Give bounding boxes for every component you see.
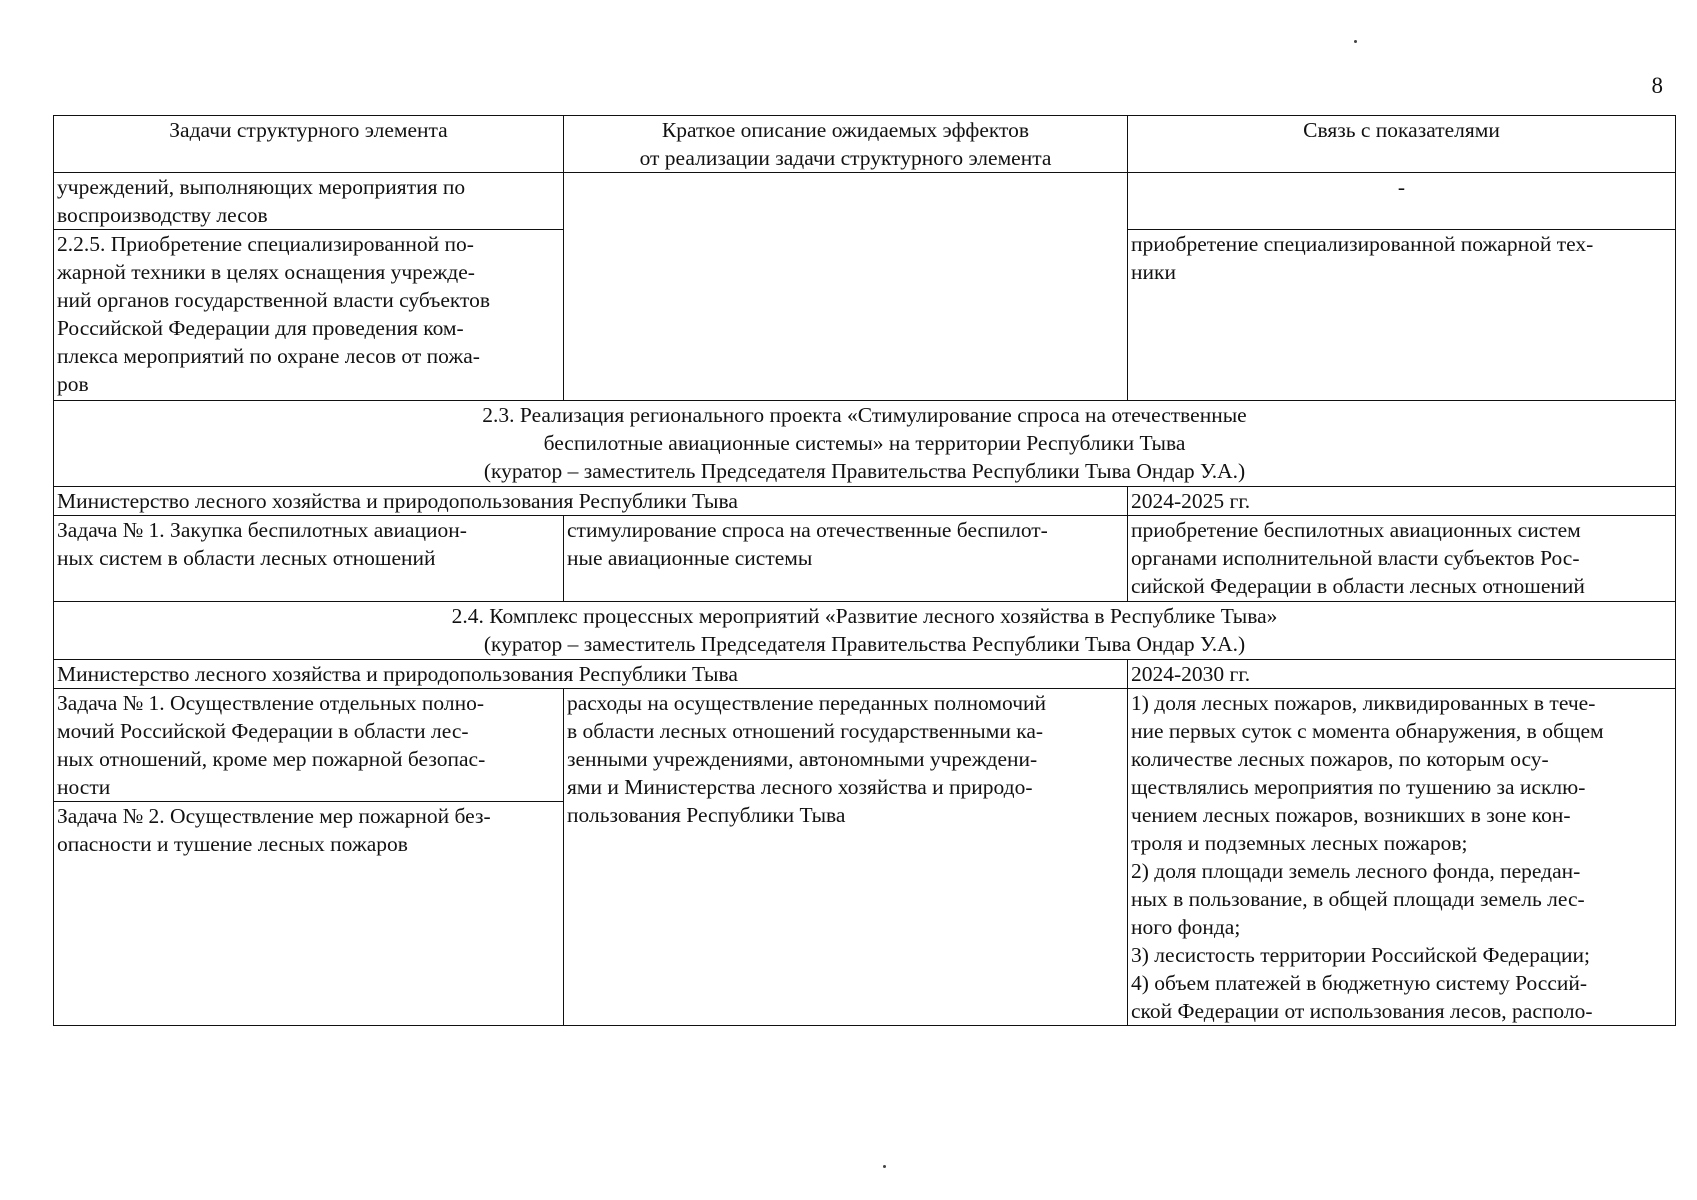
effect-empty-cell <box>564 173 1128 401</box>
header-indicators: Связь с показателями <box>1128 116 1676 173</box>
indicator-2-2-5: приобретение специализированной пожарной тех- ники <box>1128 230 1676 401</box>
table-row <box>54 516 1676 602</box>
indicator-2-3-1: приобретение беспилотных авиационных систем органами исполнительной власти субъектов Рос- сийской Федерации в области лесных отношений <box>1128 516 1676 602</box>
effect-2-3-1: стимулирование спроса на отечественные беспилот- ные авиационные системы <box>564 516 1128 602</box>
indicator-2-4: 1) доля лесных пожаров, ликвидированных в тече- ние первых суток с момента обнаружения, в общем количестве лесных пожаров, по которым осу- ществлялись мероприятия по тушению за исклю- чением лесных пожаров, возникших в зоне кон- троля и подземных лесных пожаров; 2) доля площади земель лесного фонда, передан- ных в пользование, в общей площади земель лес- ного фонда; 3) лесистость территории Российской Федерации; 4) объем платежей в бюджетную систему Россий- ской Федерации от использования лесов, располо- <box>1128 689 1676 1026</box>
structural-elements-table <box>53 115 1676 1026</box>
table-row <box>54 487 1676 516</box>
table-header-row <box>54 116 1676 173</box>
section-2-4-title: 2.4. Комплекс процессных мероприятий «Развитие лесного хозяйства в Республике Тыва» (куратор – заместитель Председателя Правительства Республики Тыва Ондар У.А.) <box>54 602 1676 660</box>
table-row <box>54 689 1676 1026</box>
period-2-3: 2024-2025 гг. <box>1128 487 1676 516</box>
header-effects: Краткое описание ожидаемых эффектов от реализации задачи структурного элемента <box>564 116 1128 173</box>
table-row <box>54 660 1676 689</box>
effect-2-4: расходы на осуществление переданных полномочий в области лесных отношений государственными ка- зенными учреждениями, автономными учреждени- ями и Министерства лесного хозяйства и природо- пользования Республики Тыва <box>564 689 1128 1026</box>
task-2-4-1: Задача № 1. Осуществление отдельных полно- мочий Российской Федерации в области лес- ных отношений, кроме мер пожарной безопас- ности <box>54 689 563 802</box>
task-2-2-5: 2.2.5. Приобретение специализированной по- жарной техники в целях оснащения учрежде- ний органов государственной власти субъектов Российской Федерации для проведения ком- плекса мероприятий по охране лесов от пожа- ров <box>54 230 564 401</box>
task-2-3-1: Задача № 1. Закупка беспилотных авиацион- ных систем в области лесных отношений <box>54 516 564 602</box>
header-tasks: Задачи структурного элемента <box>54 116 564 173</box>
scan-speck <box>883 1165 886 1168</box>
task-2-4-2: Задача № 2. Осуществление мер пожарной без- опасности и тушение лесных пожаров <box>57 804 491 856</box>
section-row <box>54 602 1676 660</box>
tasks-2-4-cell <box>54 689 564 1026</box>
ministry-2-3: Министерство лесного хозяйства и природопользования Республики Тыва <box>54 487 1128 516</box>
period-2-4: 2024-2030 гг. <box>1128 660 1676 689</box>
scan-speck <box>1354 40 1357 43</box>
ministry-2-4: Министерство лесного хозяйства и природопользования Республики Тыва <box>54 660 1128 689</box>
indicator-dash: - <box>1128 173 1676 230</box>
table-row <box>54 173 1676 230</box>
task-continuation: учреждений, выполняющих мероприятия по воспроизводству лесов <box>54 173 564 230</box>
section-2-3-title: 2.3. Реализация регионального проекта «Стимулирование спроса на отечественные беспилотные авиационные системы» на территории Республики Тыва (куратор – заместитель Председателя Правительства Республики Тыва Ондар У.А.) <box>54 401 1676 487</box>
section-row <box>54 401 1676 487</box>
page-number: 8 <box>1651 73 1663 98</box>
